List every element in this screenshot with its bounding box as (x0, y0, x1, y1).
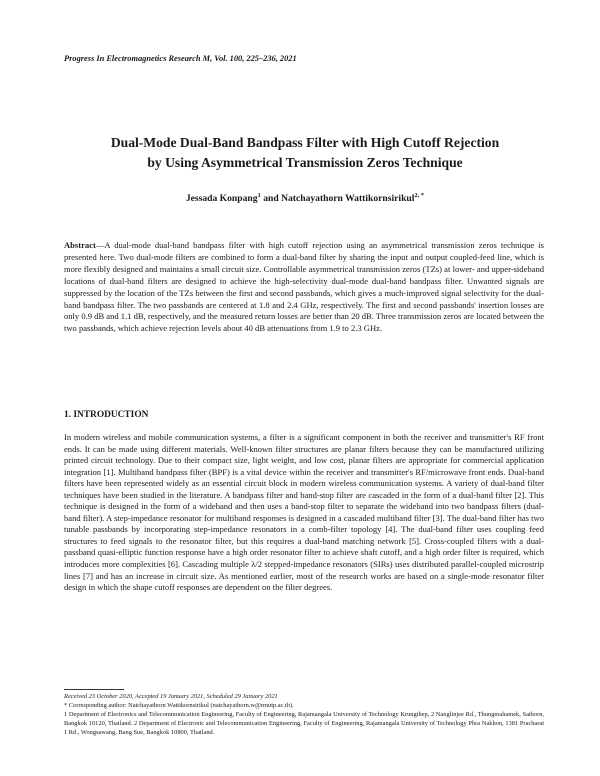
footnote-divider (64, 689, 124, 690)
title-line-2: by Using Asymmetrical Transmission Zeros Technique (147, 155, 463, 170)
footnotes (64, 689, 544, 737)
author-conjunction: and (260, 193, 282, 205)
received-dates: Received 23 October 2020, Accepted 19 January 2021, Scheduled 29 January 2021 (64, 693, 278, 700)
section-heading-introduction: 1. INTRODUCTION (64, 410, 149, 420)
author-1-affiliation: 1 (257, 192, 261, 199)
journal-citation: Progress In Electromagnetics Research M, Vol. 100, 225–236, 2021 (64, 54, 297, 63)
introduction-paragraph: In modern wireless and mobile communication systems, a filter is a significant component in both the receiver and transmitter's RF front ends. It can be made using different materials. Well-known filter structures are planar filters because they can be manufactured utilizing printed circuit technology. Due to their compact size, light weight, and low cost, planar filters are appropriate for commercial application integration [1]. Multiband bandpass filter (BPF) is a vital device within the receiver and transmitter's RF/microwave front ends. Dual-band filters have been represented widely as an essential circuit block in modern wireless communication systems. A variety of dual-band filter techniques have been studied in the literature. A bandpass filter and band-stop filter are cascaded in the form of a dual-band filter [2]. This technique is designed in the form of a wideband and then uses a band-stop filter to separate the wideband into two bandpass filters (dual-band filter). A step-impedance resonator for multiband responses is designed in a cascaded multiband filter [3]. The dual-band filter has two tunable passbands by incorporating step-impedance resonators in a comb-filter topology [4]. The dual-band filter uses coupling feed structures to feed signals to the resonator filter, but this requires a dual-band matching network [5]. Cross-coupled filters with a dual-passband quasi-elliptic function response have a high order resonator filter to achieve shaft cutoff, and a high order filter is required, which introduces more complexities [6]. Cascading multiple λ/2 stepped-impedance resonators (SIRs) uses distributed parallel-coupled microstrip lines [7] and has an increase in circuit size. As mentioned earlier, most of the research works are based on a single-mode resonator filter design in which the shape cutoff responses are dependent on the filter degrees. (64, 432, 544, 593)
title-line-1: Dual-Mode Dual-Band Bandpass Filter with High Cutoff Rejection (110, 135, 500, 150)
affiliations: 1 Department of Electronics and Telecommunication Engineering, Faculty of Engineering, Rajamangala University of Technology Krungthep, 2 Nanglinjee Rd., Thungmahamek, Sathorn, Bangkok 10120, Thailand. 2 Department of Electronic and Telecommunication Engineering, Faculty of Engineering, Rajamangala University of Technology Phra Nakhon, 1381 Pracharat 1 Rd., Wongsawang, Bang Sue, Bangkok 10800, Thailand. (64, 711, 544, 737)
corresponding-author: * Corresponding author: Natchayathorn Wattikornsirikul (natchayathorn.w@rmutp.ac.th). (64, 702, 294, 710)
abstract (64, 240, 544, 335)
author-2: Natchayathorn Wattikornsirikul (281, 193, 415, 205)
paper-title (40, 133, 570, 173)
abstract-text: —A dual-mode dual-band bandpass filter with high cutoff rejection using an asymmetrical transmission zeros technique is presented here. Two dual-mode filters are combined to form a dual-band filter by sharing the input and output coupled-feed line, which is more flexibly designed and maintains a small circuit size. Controllable asymmetrical transmission zeros (TZs) at lower- and upper-sideband locations of dual-band filters are designed to achieve the high-selectivity dual-mode dual-band bandpass filter. Unwanted signals are suppressed by the location of the TZs between the first and second passbands, which gives a much-improved signal selectivity for the dual-band bandpass filter. The two passbands are centered at 1.8 and 2.4 GHz, respectively. The first and second passbands' insertion losses are only 0.9 dB and 1.1 dB, respectively, and the measured return losses are better than 20 dB. Three transmission zeros are located between the two passbands, which achieve rejection levels about 40 dB attenuations from 1.9 to 2.3 GHz. (64, 240, 544, 334)
author-1: Jessada Konpang (185, 193, 258, 205)
abstract-label: Abstract (64, 240, 96, 250)
author-list (40, 192, 570, 204)
introduction-body (64, 432, 544, 594)
author-2-affiliation: 2, * (414, 192, 425, 199)
